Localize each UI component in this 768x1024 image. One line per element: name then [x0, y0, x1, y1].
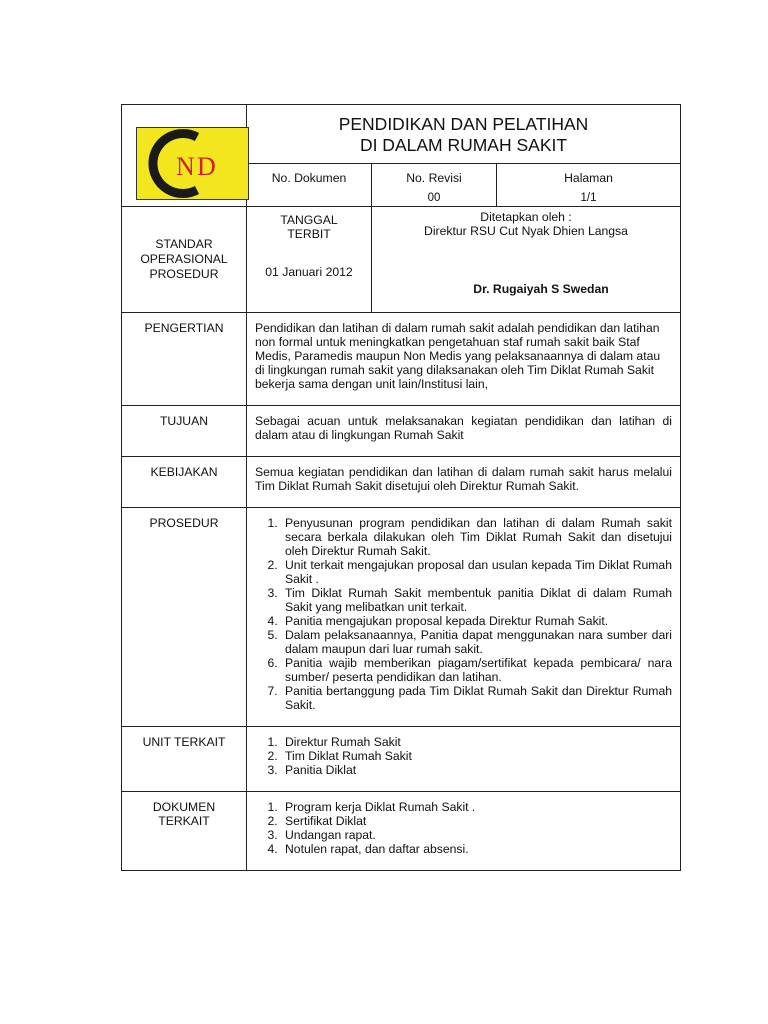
- dokumen-terkait-content: [247, 792, 681, 871]
- kebijakan-label: KEBIJAKAN: [122, 457, 247, 508]
- no-dokumen-cell: [247, 164, 372, 207]
- logo-n: N: [176, 152, 195, 181]
- tanggal-terbit-value: 01 Januari 2012: [265, 265, 353, 279]
- list-item: 3. Undangan rapat.: [281, 828, 672, 842]
- list-item: 3. Panitia Diklat: [281, 763, 672, 777]
- tujuan-text: Sebagai acuan untuk melaksanakan kegiatan pendidikan dan latihan di dalam atau di lingkungan Rumah Sakit: [255, 414, 672, 442]
- cnd-logo-mark: [137, 128, 248, 199]
- no-revisi-cell: [372, 164, 497, 207]
- tanggal-terbit-label: TANGGAL TERBIT: [280, 213, 338, 241]
- title-line-2: DI DALAM RUMAH SAKIT: [359, 135, 568, 155]
- unit-terkait-label: UNIT TERKAIT: [122, 727, 247, 792]
- logo-d: D: [197, 152, 216, 181]
- document-title: [247, 105, 681, 164]
- sop-title: STANDAR OPERASIONAL PROSEDUR: [140, 237, 228, 281]
- list-item: 3. Tim Diklat Rumah Sakit membentuk panitia Diklat di dalam Rumah Sakit yang melibatkan unit terkait.: [281, 586, 672, 614]
- halaman-label: Halaman: [564, 171, 613, 185]
- list-item: 2. Tim Diklat Rumah Sakit: [281, 749, 672, 763]
- no-revisi-label: No. Revisi: [406, 171, 462, 185]
- kebijakan-text: Semua kegiatan pendidikan dan latihan di dalam rumah sakit harus melalui Tim Diklat Rumah Sakit disetujui oleh Direktur Rumah Sakit.: [255, 465, 672, 493]
- halaman-cell: [497, 164, 681, 207]
- ditetapkan-cell: [372, 207, 681, 313]
- no-revisi-value: 00: [427, 192, 441, 204]
- no-dokumen-label: No. Dokumen: [271, 171, 347, 185]
- tujuan-label: TUJUAN: [122, 406, 247, 457]
- prosedur-list: [255, 516, 672, 712]
- title-line-1: PENDIDIKAN DAN PELATIHAN: [338, 114, 589, 134]
- list-item: 2. Unit terkait mengajukan proposal dan usulan kepada Tim Diklat Rumah Sakit .: [281, 558, 672, 586]
- unit-terkait-list: [255, 735, 672, 777]
- list-item: 7. Panitia bertanggung pada Tim Diklat Rumah Sakit dan Direktur Rumah Sakit.: [281, 684, 672, 712]
- no-dokumen-value: [247, 185, 371, 191]
- signer-name: Dr. Rugaiyah S Swedan: [473, 282, 609, 296]
- dokumen-terkait-list: [255, 800, 672, 856]
- prosedur-label: PROSEDUR: [122, 508, 247, 727]
- dokumen-terkait-label-cell: [122, 792, 247, 871]
- pengertian-text: Pendidikan dan latihan di dalam rumah sakit adalah pendidikan dan latihan non formal untuk meningkatkan pengetahuan staf rumah sakit baik Staf Medis, Paramedis maupun Non Medis yang pelaksanaannya di dalam atau di lingkungan rumah sakit yang dilaksanakan oleh Tim Diklat Rumah Sakit bekerja sama dengan unit lain/Institusi lain,: [255, 321, 661, 391]
- list-item: 4. Notulen rapat, dan daftar absensi.: [281, 842, 672, 856]
- list-item: 1. Program kerja Diklat Rumah Sakit .: [281, 800, 672, 814]
- pengertian-content: [247, 313, 681, 406]
- kebijakan-content: [247, 457, 681, 508]
- dokumen-terkait-label: DOKUMEN TERKAIT: [152, 800, 216, 828]
- list-item: 1. Direktur Rumah Sakit: [281, 735, 672, 749]
- list-item: 5. Dalam pelaksanaannya, Panitia dapat menggunakan nara sumber dari dalam maupun dari luar rumah sakit.: [281, 628, 672, 656]
- prosedur-content: [247, 508, 681, 727]
- list-item: 1. Penyusunan program pendidikan dan latihan di dalam Rumah sakit secara berkala dilakukan oleh Tim Diklat Rumah Sakit dan disetujui oleh Direktur Rumah Sakit.: [281, 516, 672, 558]
- unit-terkait-content: [247, 727, 681, 792]
- list-item: 2. Sertifikat Diklat: [281, 814, 672, 828]
- ditetapkan-by: Direktur RSU Cut Nyak Dhien Langsa: [424, 224, 628, 238]
- sop-table: [121, 104, 681, 871]
- sop-title-cell: [122, 207, 247, 313]
- hospital-logo: [136, 127, 249, 200]
- list-item: 4. Panitia mengajukan proposal kepada Direktur Rumah Sakit.: [281, 614, 672, 628]
- list-item: 6. Panitia wajib memberikan piagam/sertifikat kepada pembicara/ nara sumber/ peserta pendidikan dan latihan.: [281, 656, 672, 684]
- halaman-value: 1/1: [580, 192, 597, 204]
- pengertian-label: PENGERTIAN: [122, 313, 247, 406]
- tujuan-content: [247, 406, 681, 457]
- logo-cell: [122, 105, 247, 207]
- tanggal-terbit-cell: [247, 207, 372, 313]
- ditetapkan-label: Ditetapkan oleh :: [480, 210, 572, 224]
